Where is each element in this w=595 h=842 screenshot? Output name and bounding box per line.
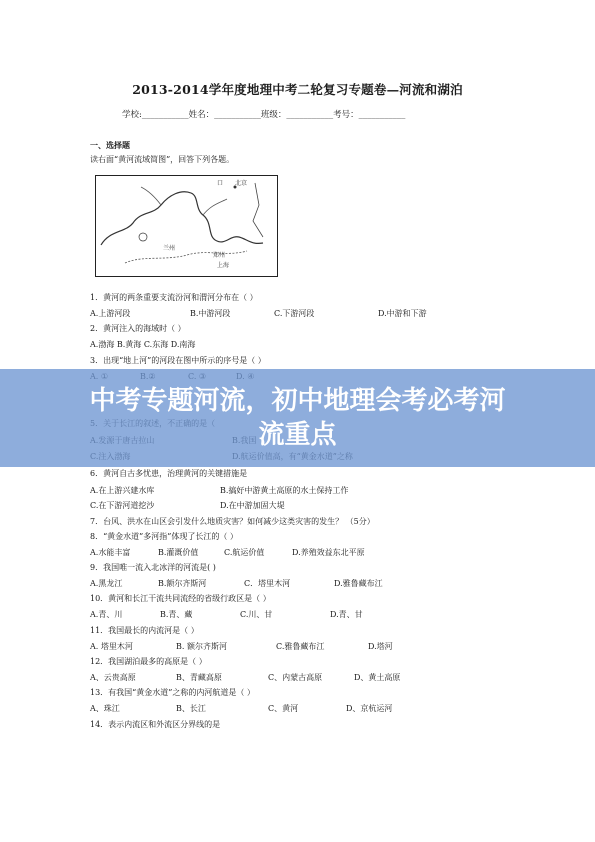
question-10: 10．黄河和长江干流共同流经的省级行政区是（ ） [90,594,271,603]
article-title-banner [0,369,595,467]
q13-option-a: A、珠江 [90,704,120,713]
q9-option-c: C．塔里木河 [244,579,291,588]
map-label-lanzhou: 兰州 [163,245,176,252]
map-label-beijing: 北京 [235,180,248,187]
q12-option-d: D、黄土高原 [354,673,401,682]
q12-option-a: A、云贵高原 [90,673,136,682]
q13-option-b: B、长江 [176,704,206,713]
q6-option-d: D.在中游加固大堤 [220,501,285,510]
q10-option-d: D.青、甘 [330,610,363,619]
section-heading: 一、选择题 [90,140,130,150]
question-12: 12．我国湖泊最多的高原是（ ） [90,657,207,666]
q1-option-a: A.上游河段 [90,309,131,318]
q12-option-b: B、青藏高原 [176,673,222,682]
q8-option-b: B.灌溉价值 [158,548,199,557]
question-14: 14．表示内流区和外流区分界线的是 [90,720,221,729]
map-label-shanghai: 上海 [217,262,230,269]
q11-option-d: D.塔河 [368,642,393,651]
map-label-kou: 口 [217,180,224,187]
q1-option-b: B.中游河段 [190,309,231,318]
q6-option-b: B.搞好中游黄土高原的水土保持工作 [220,486,349,495]
banner-title-line-1: 中考专题河流，初中地理会考必考河 [89,386,506,416]
question-8: 8．“黄金水道”多河指”体现了长江的（ ） [90,532,238,541]
q13-option-d: D、京杭运河 [346,704,393,713]
q13-option-c: C、黄河 [268,704,299,713]
q2-options: A.渤海 B.黄海 C.东海 D.南海 [90,340,196,349]
question-intro: 读右面“黄河流域简图”，回答下列各题。 [90,155,235,164]
q8-option-a: A.水能丰富 [90,548,131,557]
document-title: 2013-2014学年度地理中考二轮复习专题卷—河流和湖泊 [132,82,463,97]
student-info-line: 学校:___________姓名：___________班级：___________考号：___________ [122,110,406,120]
question-7: 7．台风、洪水在山区会引发什么地质灾害？如何减少这类灾害的发生？ （5分） [90,517,375,526]
question-11: 11．我国最长的内流河是（ ） [90,626,199,635]
q11-option-b: B. 额尔齐斯河 [176,642,227,651]
q9-option-a: A.黑龙江 [90,579,123,588]
banner-title-line-2: 流重点 [258,420,337,450]
question-6: 6．黄河自古多忧患，治理黄河的关键措施是 [90,469,248,478]
question-2: 2．黄河注入的海域时（ ） [90,324,186,333]
q8-option-d: D.养殖效益东北平原 [292,548,365,557]
q1-option-d: D.中游和下游 [378,309,427,318]
question-9: 9．我国唯一流入北冰洋的河流是( ) [90,563,216,572]
yellow-river-map [95,175,278,277]
q1-option-c: C.下游河段 [274,309,315,318]
map-label-zhengzhou: 郑州 [213,252,226,259]
q10-option-c: C.川、甘 [240,610,273,619]
q11-option-c: C.雅鲁藏布江 [276,642,325,651]
q12-option-c: C、内蒙古高原 [268,673,323,682]
q10-option-b: B.青、藏 [160,610,193,619]
q6-option-a: A.在上游兴建水库 [90,486,155,495]
question-1: 1．黄河的两条重要支流汾河和渭河分布在（ ） [90,293,258,302]
q9-option-d: D.雅鲁藏布江 [334,579,383,588]
q10-option-a: A.青、川 [90,610,123,619]
question-3: 3．出现“地上河”的河段在图中所示的序号是（ ） [90,356,266,365]
q11-option-a: A. 塔里木河 [90,642,133,651]
question-13: 13．有我国“黄金水道”之称的内河航道是（ ） [90,688,255,697]
q6-option-c: C.在下游河道挖沙 [90,501,155,510]
q9-option-b: B.额尔齐斯河 [158,579,207,588]
q8-option-c: C.航运价值 [224,548,265,557]
